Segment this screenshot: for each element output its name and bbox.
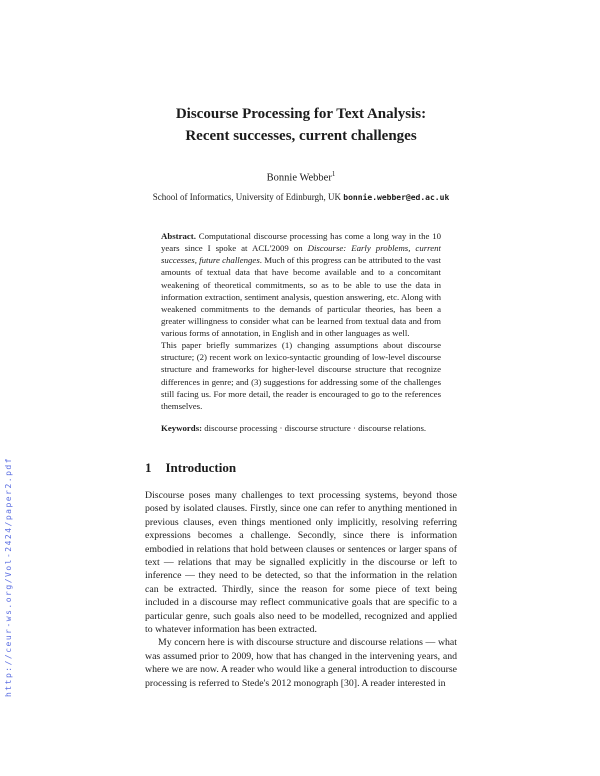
author-affiliation-marker: 1 — [331, 169, 336, 178]
keywords-line — [161, 422, 441, 434]
abstract-text-continued: . Much of this progress can be attributed to the vast amounts of textual data that have become available and to a concomitant weakening of theoretical commitments, so as to be able to use the data in information extraction, sentiment analysis, question answering, etc. Along with weakened commitments to the demands of particular theories, has been a greater willingness to consider what can be learned from textual data and from various forms of annotation, in English and in other languages as well. — [161, 255, 441, 338]
section-number: 1 — [145, 460, 152, 475]
abstract — [161, 230, 441, 412]
paper-title — [145, 104, 457, 148]
affiliation-text: School of Informatics, University of Edinburgh, UK — [152, 192, 344, 202]
abstract-label: Abstract. — [161, 231, 196, 241]
affiliation-line — [145, 192, 457, 202]
paper-title-line1: Discourse Processing for Text Analysis: — [175, 106, 427, 122]
abstract-italic-text: Discourse: Early problems, current successes, future challenges — [161, 243, 441, 266]
abstract-text: Computational discourse processing has come a long way in the 10 years since I spoke at ACL'2009 on — [161, 231, 441, 254]
section-heading-introduction — [145, 460, 457, 476]
author-name: Bonnie Webber — [266, 172, 332, 183]
intro-paragraph-2: My concern here is with discourse structure and discourse relations — what was assumed prior to 2009, how that has changed in the intervening years, and where we are now. A reader who would like a general introduction to discourse processing is referred to Stede's 2012 monograph [30]. A reader interested in — [145, 637, 457, 689]
paper-content — [145, 104, 457, 690]
keywords-text: discourse processing · discourse structure · discourse relations. — [202, 422, 427, 433]
keywords-label: Keywords: — [161, 422, 203, 433]
margin-vertical-url[interactable]: http://ceur-ws.org/Vol-2424/paper2.pdf — [4, 456, 13, 697]
author-email: bonnie.webber@ed.ac.uk — [343, 193, 450, 202]
intro-paragraph-1: Discourse poses many challenges to text processing systems, beyond those posed by isolated clauses. Firstly, since one can refer to anything mentioned in previous clauses, even things mentioned only implicitly, resolving referring expressions becomes a challenge. Secondly, since there is information embodied in relations that hold between clauses or sentences or larger spans of text — relations that may be signalled explicitly in the discourse or left to inference — they need to be detected, so that the information in the relation can be extracted. Thirdly, since the reason for some piece of text being included in a discourse may reflect communicative goals that are specific to a particular genre, such goals also need to be modelled, recognized and applied to whatever information has been extracted. — [145, 490, 457, 636]
abstract-paragraph-2: This paper briefly summarizes (1) changing assumptions about discourse structure; (2) recent work on lexico-syntactic grounding of low-level discourse structure and frameworks for higher-level discourse structure that recognize differences in genre; and (3) suggestions for addressing some of the challenges still facing us. For more detail, the reader is encouraged to go to the references themselves. — [161, 340, 441, 411]
abstract-paragraph-1 — [161, 230, 441, 339]
introduction-body — [145, 489, 457, 690]
paper-title-line2: Recent successes, current challenges — [185, 127, 417, 144]
section-title: Introduction — [165, 460, 237, 475]
author-line — [145, 170, 457, 184]
